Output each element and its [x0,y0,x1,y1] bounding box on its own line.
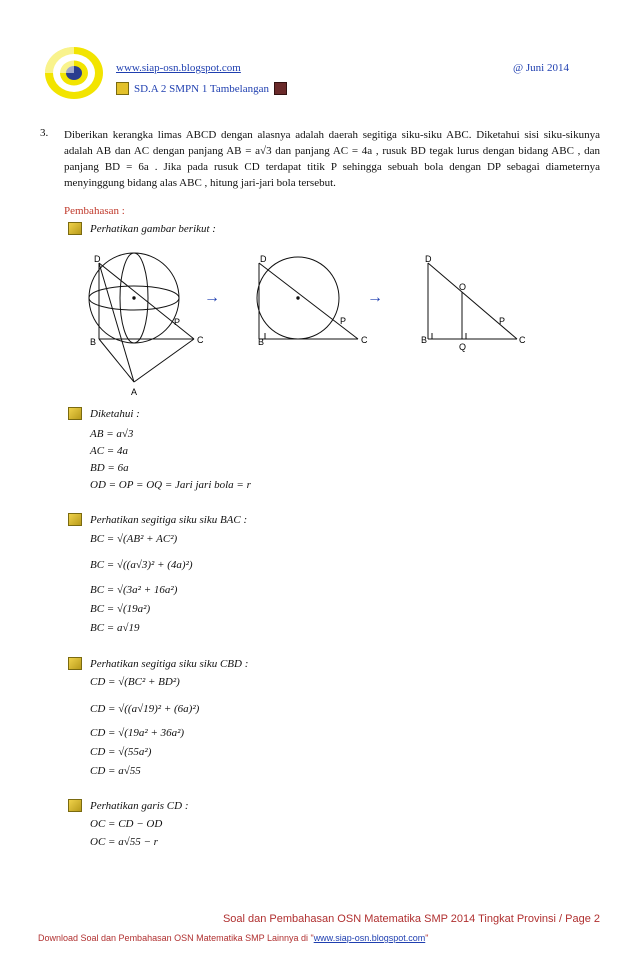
fig3-label-c: C [519,335,526,345]
problem-number: 3. [40,127,49,139]
bac-step: BC = √(AB² + AC²) [90,533,178,545]
fig2-label-b: B [258,337,265,347]
figure-right-triangle [428,263,517,339]
arrow-1: → [204,289,220,306]
fig3-label-q: Q [459,342,467,352]
fig1-label-b: B [90,337,97,347]
fig2-label-p: P [340,316,347,326]
bullet-icon [68,513,82,526]
bullet-cbd-text: Perhatikan segitiga siku siku CBD : [90,657,249,670]
fig1-label-c: C [197,335,204,345]
cd-step: OC = a√55 − r [90,836,158,848]
school-name: SD.A 2 SMPN 1 Tambelangan [134,82,270,95]
fig3-label-o: O [459,282,467,292]
fig2-label-d: D [260,254,267,264]
bullet-icon [68,657,82,670]
fig3-label-b: B [421,335,428,345]
cbd-step: CD = √((a√19)² + (6a)²) [90,703,200,715]
known-line: BD = 6a [90,462,129,474]
bullet-icon [68,407,82,420]
arrow-2: → [367,289,383,306]
geometry-figures [84,250,554,400]
header-school [116,82,287,95]
footer-download [38,933,428,943]
bullet-cd-text: Perhatikan garis CD : [90,799,189,812]
solution-heading: Pembahasan : [64,205,125,217]
bac-step: BC = a√19 [90,622,140,634]
bullet-figure-text: Perhatikan gambar berikut : [90,222,216,235]
fig3-label-p: P [499,316,506,326]
fig1-label-a: A [131,387,138,397]
footer-download-link[interactable]: www.siap-osn.blogspot.com [313,933,426,943]
bullet-icon [68,799,82,812]
cbd-step: CD = √(19a² + 36a²) [90,727,185,739]
known-line: AB = a√3 [90,428,134,440]
figure-triangle-circle [257,257,358,339]
header-website-link[interactable]: www.siap-osn.blogspot.com [116,62,241,74]
footer-download-prefix: Download Soal dan Pembahasan OSN Matematika SMP Lainnya di " [38,933,314,943]
cbd-step: CD = √(55a²) [90,746,152,758]
bac-step: BC = √(3a² + 16a²) [90,584,178,596]
header-date: @ Juni 2014 [513,62,569,74]
footer-download-suffix: " [425,933,429,943]
school-badge-icon [116,82,129,95]
bullet-known-text: Diketahui : [90,407,140,420]
blog-logo [44,46,104,100]
bullet-cd [68,799,189,812]
known-line: OD = OP = OQ = Jari jari bola = r [90,479,251,491]
bullet-figure [68,222,216,235]
known-line: AC = 4a [90,445,128,457]
cd-step: OC = CD − OD [90,818,163,830]
fig1-label-d: D [94,254,101,264]
bullet-known [68,407,140,420]
cbd-step: CD = √(BC² + BD²) [90,676,180,688]
fig3-label-d: D [425,254,432,264]
problem-text: Diberikan kerangka limas ABCD dengan alasnya adalah daerah segitiga siku-siku ABC. Diketahui sisi siku-sikunya adalah AB dan AC dengan panjang AB = a√3 dan panjang AC = 4a , rusuk BD tegak lurus dengan bidang ABC , dan panjang BD = 6a . Jika pada rusuk CD terdapat titik P sehingga sebuah bola dengan DP sebagai diameternya menyinggung bidang alas ABC , hitung jari-jari bola tersebut. [64,129,600,189]
bullet-bac [68,513,247,526]
school-emblem-icon [274,82,287,95]
footer-title: Soal dan Pembahasan OSN Matematika SMP 2014 Tingkat Provinsi / Page 2 [222,913,600,925]
fig1-label-p: P [174,317,181,327]
bullet-cbd [68,657,248,670]
bac-step: BC = √((a√3)² + (4a)²) [90,559,193,571]
fig2-label-c: C [361,335,368,345]
bac-step: BC = √(19a²) [90,603,151,615]
bullet-bac-text: Perhatikan segitiga siku siku BAC : [90,513,248,526]
bullet-icon [68,222,82,235]
cbd-step: CD = a√55 [90,765,141,777]
